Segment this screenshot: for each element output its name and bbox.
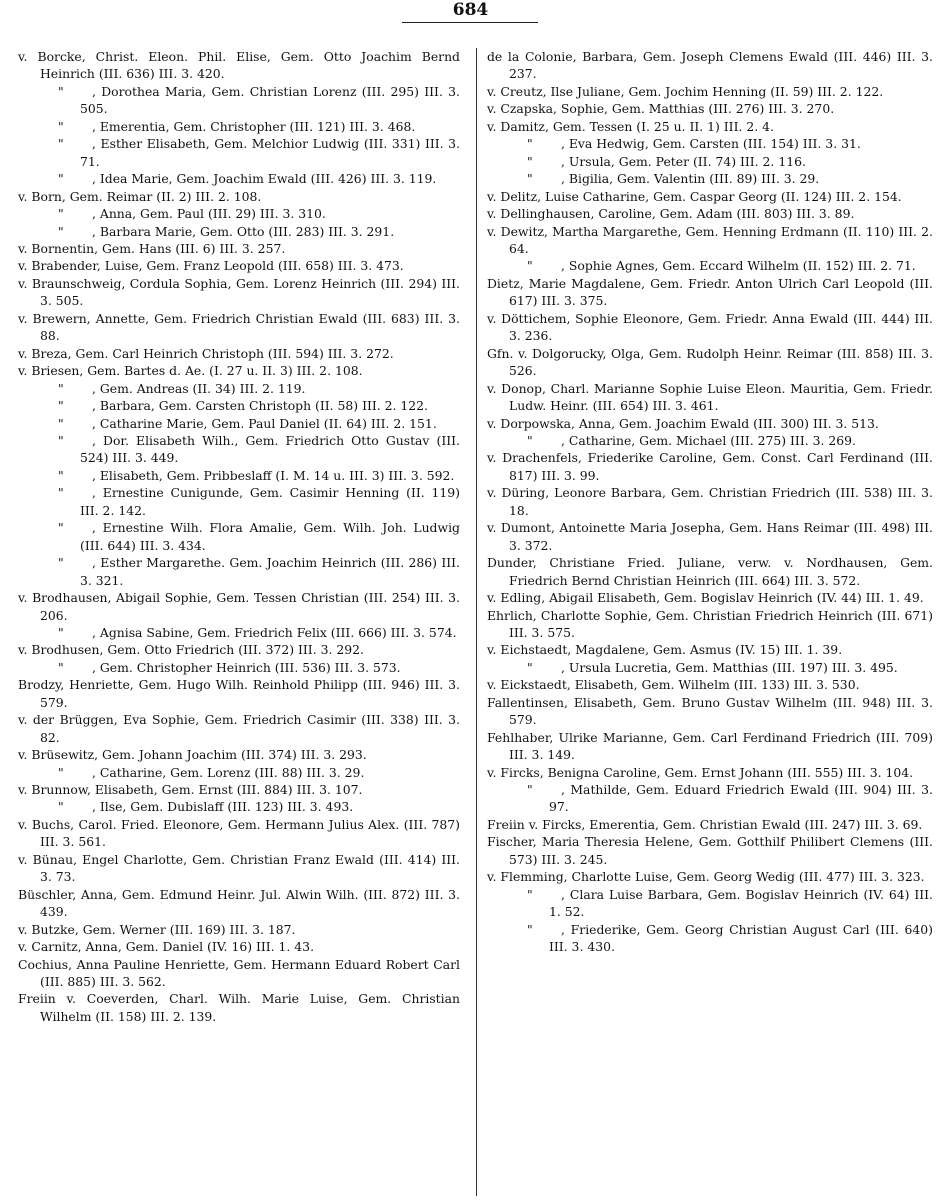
ditto-mark: "	[58, 118, 64, 134]
entry-text: Fehlhaber, Ulrike Marianne, Gem. Carl Ferdinand Friedrich (III. 709) III. 3. 149.	[487, 729, 933, 763]
entry-text: v. Brüsewitz, Gem. Johann Joachim (III. 374) III. 3. 293.	[18, 747, 367, 763]
entry-text: , Catharine Marie, Gem. Paul Daniel (II. 64) III. 2. 151.	[92, 415, 437, 431]
ditto-mark: "	[527, 171, 533, 187]
index-subentry	[487, 257, 933, 274]
index-entry	[487, 380, 933, 415]
entry-text: , Dor. Elisabeth Wilh., Gem. Friedrich Otto Gustav (III. 524) III. 3. 449.	[80, 432, 460, 466]
entry-text: Gfn. v. Dolgorucky, Olga, Gem. Rudolph Heinr. Reimar (III. 858) III. 3. 526.	[487, 345, 933, 379]
entry-text: , Eva Hedwig, Gem. Carsten (III. 154) III. 3. 31.	[561, 136, 861, 152]
entry-text: de la Colonie, Barbara, Gem. Joseph Clemens Ewald (III. 446) III. 3. 237.	[487, 49, 933, 82]
index-entry	[18, 362, 460, 379]
entry-text: v. Briesen, Gem. Bartes d. Ae. (I. 27 u. II. 3) III. 2. 108.	[18, 363, 363, 379]
index-subentry	[18, 83, 460, 118]
entry-text: , Idea Marie, Gem. Joachim Ewald (III. 426) III. 3. 119.	[92, 171, 437, 187]
ditto-mark: "	[58, 432, 64, 448]
index-entry	[18, 275, 460, 310]
index-entry	[18, 240, 460, 257]
page-number: 684	[452, 0, 489, 20]
index-entry	[487, 868, 933, 885]
ditto-mark: "	[527, 258, 533, 274]
entry-text: v. Creutz, Ilse Juliane, Gem. Jochim Henning (II. 59) III. 2. 122.	[487, 83, 884, 99]
entry-text: v. Brabender, Luise, Gem. Franz Leopold (III. 658) III. 3. 473.	[18, 258, 404, 274]
ditto-mark: "	[527, 782, 533, 798]
entry-text: v. Bornentin, Gem. Hans (III. 6) III. 3. 257.	[18, 240, 286, 256]
index-entry	[487, 554, 933, 589]
index-subentry	[18, 467, 460, 484]
ditto-mark: "	[58, 380, 64, 396]
index-subentry	[487, 135, 933, 152]
index-entry	[487, 484, 933, 519]
entry-text: , Ursula Lucretia, Gem. Matthias (III. 197) III. 3. 495.	[561, 659, 898, 675]
index-subentry	[18, 764, 460, 781]
ditto-mark: "	[527, 153, 533, 169]
entry-text: v. Buchs, Carol. Fried. Eleonore, Gem. Hermann Julius Alex. (III. 787) III. 3. 561.	[18, 816, 460, 850]
index-subentry	[487, 659, 933, 676]
entry-text: , Mathilde, Gem. Eduard Friedrich Ewald (III. 904) III. 3. 97.	[549, 782, 933, 815]
entry-text: , Ernestine Wilh. Flora Amalie, Gem. Wilh. Joh. Ludwig (III. 644) III. 3. 434.	[80, 520, 460, 553]
entry-text: v. Delitz, Luise Catharine, Gem. Caspar Georg (II. 124) III. 2. 154.	[487, 188, 902, 204]
entry-text: , Clara Luise Barbara, Gem. Bogislav Heinrich (IV. 64) III. 1. 52.	[549, 886, 933, 920]
index-entry	[487, 694, 933, 729]
index-entry	[18, 781, 460, 798]
index-entry	[487, 310, 933, 345]
ditto-mark: "	[58, 398, 64, 414]
entry-text: Freiin v. Fircks, Emerentia, Gem. Christian Ewald (III. 247) III. 3. 69.	[487, 816, 923, 832]
entry-text: v. Brodhusen, Gem. Otto Friedrich (III. 372) III. 3. 292.	[18, 642, 364, 658]
entry-text: Ehrlich, Charlotte Sophie, Gem. Christian Friedrich Heinrich (III. 671) III. 3. 575.	[487, 607, 933, 640]
entry-text: v. Eichstaedt, Magdalene, Gem. Asmus (IV. 15) III. 1. 39.	[487, 642, 843, 658]
entry-text: v. Dorpowska, Anna, Gem. Joachim Ewald (III. 300) III. 3. 513.	[487, 415, 879, 431]
ditto-mark: "	[58, 520, 64, 536]
entry-text: , Esther Elisabeth, Gem. Melchior Ludwig (III. 331) III. 3. 71.	[80, 136, 460, 169]
ditto-mark: "	[58, 83, 64, 99]
ditto-mark: "	[58, 415, 64, 431]
index-subentry	[18, 380, 460, 397]
index-subentry	[18, 118, 460, 135]
entry-text: v. Butzke, Gem. Werner (III. 169) III. 3. 187.	[18, 921, 296, 937]
entry-text: , Dorothea Maria, Gem. Christian Lorenz (III. 295) III. 3. 505.	[80, 83, 460, 117]
entry-text: v. Brewern, Annette, Gem. Friedrich Christian Ewald (III. 683) III. 3. 88.	[18, 310, 460, 344]
index-entry	[487, 833, 933, 868]
ditto-mark: "	[527, 432, 533, 448]
index-entry	[487, 816, 933, 833]
index-entry	[487, 345, 933, 380]
ditto-mark: "	[58, 624, 64, 640]
index-entry	[487, 589, 933, 606]
entry-text: , Bigilia, Gem. Valentin (III. 89) III. 3. 29.	[561, 171, 820, 187]
index-subentry	[487, 170, 933, 187]
column-divider	[476, 48, 477, 1196]
entry-text: v. Drachenfels, Friederike Caroline, Gem. Const. Carl Ferdinand (III. 817) III. 3. 99.	[487, 450, 933, 483]
index-subentry	[18, 135, 460, 170]
index-subentry	[487, 781, 933, 816]
index-entry	[18, 921, 460, 938]
index-subentry	[18, 624, 460, 641]
entry-text: Dunder, Christiane Fried. Juliane, verw. v. Nordhausen, Gem. Friedrich Bernd Christian Heinrich (III. 664) III. 3. 572.	[487, 555, 933, 588]
index-entry	[487, 641, 933, 658]
index-subentry	[18, 798, 460, 815]
index-entry	[487, 607, 933, 642]
ditto-mark: "	[58, 659, 64, 675]
entry-text: v. Borcke, Christ. Eleon. Phil. Elise, Gem. Otto Joachim Bernd Heinrich (III. 636) III. 3. 420.	[18, 49, 460, 82]
entry-text: , Ursula, Gem. Peter (II. 74) III. 2. 116.	[561, 153, 806, 169]
entry-text: v. Czapska, Sophie, Gem. Matthias (III. 276) III. 3. 270.	[487, 101, 835, 117]
entry-text: v. Dewitz, Martha Margarethe, Gem. Henning Erdmann (II. 110) III. 2. 64.	[487, 223, 933, 256]
entry-text: , Sophie Agnes, Gem. Eccard Wilhelm (II. 152) III. 2. 71.	[561, 258, 916, 274]
entry-text: , Gem. Andreas (II. 34) III. 2. 119.	[92, 380, 306, 396]
entry-text: Brodzy, Henriette, Gem. Hugo Wilh. Reinhold Philipp (III. 946) III. 3. 579.	[18, 677, 460, 710]
index-subentry	[18, 554, 460, 589]
index-subentry	[18, 432, 460, 467]
ditto-mark: "	[527, 136, 533, 152]
entry-text: , Emerentia, Gem. Christopher (III. 121) III. 3. 468.	[92, 118, 416, 134]
ditto-mark: "	[58, 467, 64, 483]
index-entry	[18, 188, 460, 205]
entry-text: v. der Brüggen, Eva Sophie, Gem. Friedrich Casimir (III. 338) III. 3. 82.	[18, 712, 460, 745]
index-entry	[18, 816, 460, 851]
entry-text: Fischer, Maria Theresia Helene, Gem. Gotthilf Philibert Clemens (III. 573) III. 3. 245.	[487, 834, 933, 867]
entry-text: Dietz, Marie Magdalene, Gem. Friedr. Anton Ulrich Carl Leopold (III. 617) III. 3. 375.	[487, 275, 933, 309]
entry-text: v. Döttichem, Sophie Eleonore, Gem. Friedr. Anna Ewald (III. 444) III. 3. 236.	[487, 310, 933, 344]
index-entry	[487, 676, 933, 693]
index-entry	[487, 415, 933, 432]
entry-text: v. Donop, Charl. Marianne Sophie Luise Eleon. Mauritia, Gem. Friedr. Ludw. Heinr. (III. 654) III. 3. 461.	[487, 380, 933, 414]
index-subentry	[18, 415, 460, 432]
index-subentry	[18, 170, 460, 187]
entry-text: v. Eickstaedt, Elisabeth, Gem. Wilhelm (III. 133) III. 3. 530.	[487, 677, 860, 693]
index-entry	[18, 938, 460, 955]
ditto-mark: "	[58, 485, 64, 501]
entry-text: v. Düring, Leonore Barbara, Gem. Christian Friedrich (III. 538) III. 3. 18.	[487, 485, 933, 518]
entry-text: Fallentinsen, Elisabeth, Gem. Bruno Gustav Wilhelm (III. 948) III. 3. 579.	[487, 694, 933, 728]
entry-text: , Friederike, Gem. Georg Christian August Carl (III. 640) III. 3. 430.	[549, 921, 933, 955]
entry-text: , Catharine, Gem. Michael (III. 275) III. 3. 269.	[561, 432, 856, 448]
entry-text: , Esther Margarethe. Gem. Joachim Heinrich (III. 286) III. 3. 321.	[80, 555, 460, 588]
entry-text: v. Edling, Abigail Elisabeth, Gem. Bogislav Heinrich (IV. 44) III. 1. 49.	[487, 590, 924, 606]
entry-text: , Anna, Gem. Paul (III. 29) III. 3. 310.	[92, 206, 326, 222]
entry-text: , Ilse, Gem. Dubislaff (III. 123) III. 3. 493.	[92, 799, 354, 815]
index-entry	[487, 764, 933, 781]
header-rule	[402, 22, 538, 23]
index-entry	[487, 100, 933, 117]
index-entry	[487, 449, 933, 484]
entry-text: v. Brodhausen, Abigail Sophie, Gem. Tessen Christian (III. 254) III. 3. 206.	[18, 590, 460, 623]
ditto-mark: "	[58, 171, 64, 187]
entry-text: v. Braunschweig, Cordula Sophia, Gem. Lorenz Heinrich (III. 294) III. 3. 505.	[18, 275, 460, 309]
index-subentry	[18, 223, 460, 240]
entry-text: , Elisabeth, Gem. Pribbeslaff (I. M. 14 u. III. 3) III. 3. 592.	[92, 467, 455, 483]
index-entry	[18, 345, 460, 362]
index-subentry	[18, 659, 460, 676]
index-entry	[18, 746, 460, 763]
entry-text: Freiin v. Coeverden, Charl. Wilh. Marie Luise, Gem. Christian Wilhelm (II. 158) III. 2. 139.	[18, 991, 460, 1024]
index-entry	[18, 990, 460, 1025]
ditto-mark: "	[58, 206, 64, 222]
index-entry	[18, 676, 460, 711]
entry-text: , Barbara, Gem. Carsten Christoph (II. 58) III. 2. 122.	[92, 398, 428, 414]
entry-text: v. Fircks, Benigna Caroline, Gem. Ernst Johann (III. 555) III. 3. 104.	[487, 764, 914, 780]
ditto-mark: "	[58, 136, 64, 152]
ditto-mark: "	[527, 886, 533, 902]
entry-text: , Agnisa Sabine, Gem. Friedrich Felix (III. 666) III. 3. 574.	[92, 624, 457, 640]
index-subentry	[18, 397, 460, 414]
ditto-mark: "	[58, 223, 64, 239]
index-subentry	[487, 886, 933, 921]
index-entry	[487, 729, 933, 764]
index-entry	[18, 310, 460, 345]
ditto-mark: "	[527, 659, 533, 675]
index-entry	[18, 956, 460, 991]
index-entry	[487, 275, 933, 310]
ditto-mark: "	[58, 764, 64, 780]
ditto-mark: "	[527, 921, 533, 937]
left-column	[18, 48, 460, 1025]
index-entry	[18, 711, 460, 746]
entry-text: v. Damitz, Gem. Tessen (I. 25 u. II. 1) III. 2. 4.	[487, 118, 774, 134]
entry-text: v. Carnitz, Anna, Gem. Daniel (IV. 16) III. 1. 43.	[18, 939, 315, 955]
index-subentry	[18, 484, 460, 519]
index-entry	[487, 83, 933, 100]
index-subentry	[487, 921, 933, 956]
entry-text: v. Dumont, Antoinette Maria Josepha, Gem. Hans Reimar (III. 498) III. 3. 372.	[487, 520, 933, 553]
index-entry	[18, 48, 460, 83]
index-subentry	[18, 519, 460, 554]
index-subentry	[18, 205, 460, 222]
index-entry	[18, 851, 460, 886]
entry-text: v. Bünau, Engel Charlotte, Gem. Christian Franz Ewald (III. 414) III. 3. 73.	[18, 851, 460, 885]
index-entry	[18, 589, 460, 624]
entry-text: Cochius, Anna Pauline Henriette, Gem. Hermann Eduard Robert Carl (III. 885) III. 3. 562.	[18, 956, 460, 990]
index-entry	[487, 205, 933, 222]
entry-text: v. Born, Gem. Reimar (II. 2) III. 2. 108.	[18, 188, 262, 204]
index-subentry	[487, 432, 933, 449]
entry-text: , Ernestine Cunigunde, Gem. Casimir Henning (II. 119) III. 2. 142.	[80, 485, 460, 518]
index-entry	[487, 48, 933, 83]
entry-text: , Barbara Marie, Gem. Otto (III. 283) III. 3. 291.	[92, 223, 395, 239]
index-entry	[487, 118, 933, 135]
index-subentry	[487, 153, 933, 170]
entry-text: , Gem. Christopher Heinrich (III. 536) III. 3. 573.	[92, 659, 401, 675]
entry-text: v. Brunnow, Elisabeth, Gem. Ernst (III. 884) III. 3. 107.	[18, 782, 363, 798]
entry-text: v. Flemming, Charlotte Luise, Gem. Georg Wedig (III. 477) III. 3. 323.	[487, 869, 925, 885]
index-entry	[487, 188, 933, 205]
right-column	[487, 48, 933, 956]
entry-text: v. Breza, Gem. Carl Heinrich Christoph (III. 594) III. 3. 272.	[18, 345, 394, 361]
index-entry	[18, 257, 460, 274]
index-entry	[487, 519, 933, 554]
index-entry	[487, 223, 933, 258]
index-entry	[18, 641, 460, 658]
entry-text: , Catharine, Gem. Lorenz (III. 88) III. 3. 29.	[92, 764, 365, 780]
ditto-mark: "	[58, 555, 64, 571]
index-entry	[18, 886, 460, 921]
entry-text: Büschler, Anna, Gem. Edmund Heinr. Jul. Alwin Wilh. (III. 872) III. 3. 439.	[18, 886, 460, 920]
ditto-mark: "	[58, 799, 64, 815]
entry-text: v. Dellinghausen, Caroline, Gem. Adam (III. 803) III. 3. 89.	[487, 206, 855, 222]
